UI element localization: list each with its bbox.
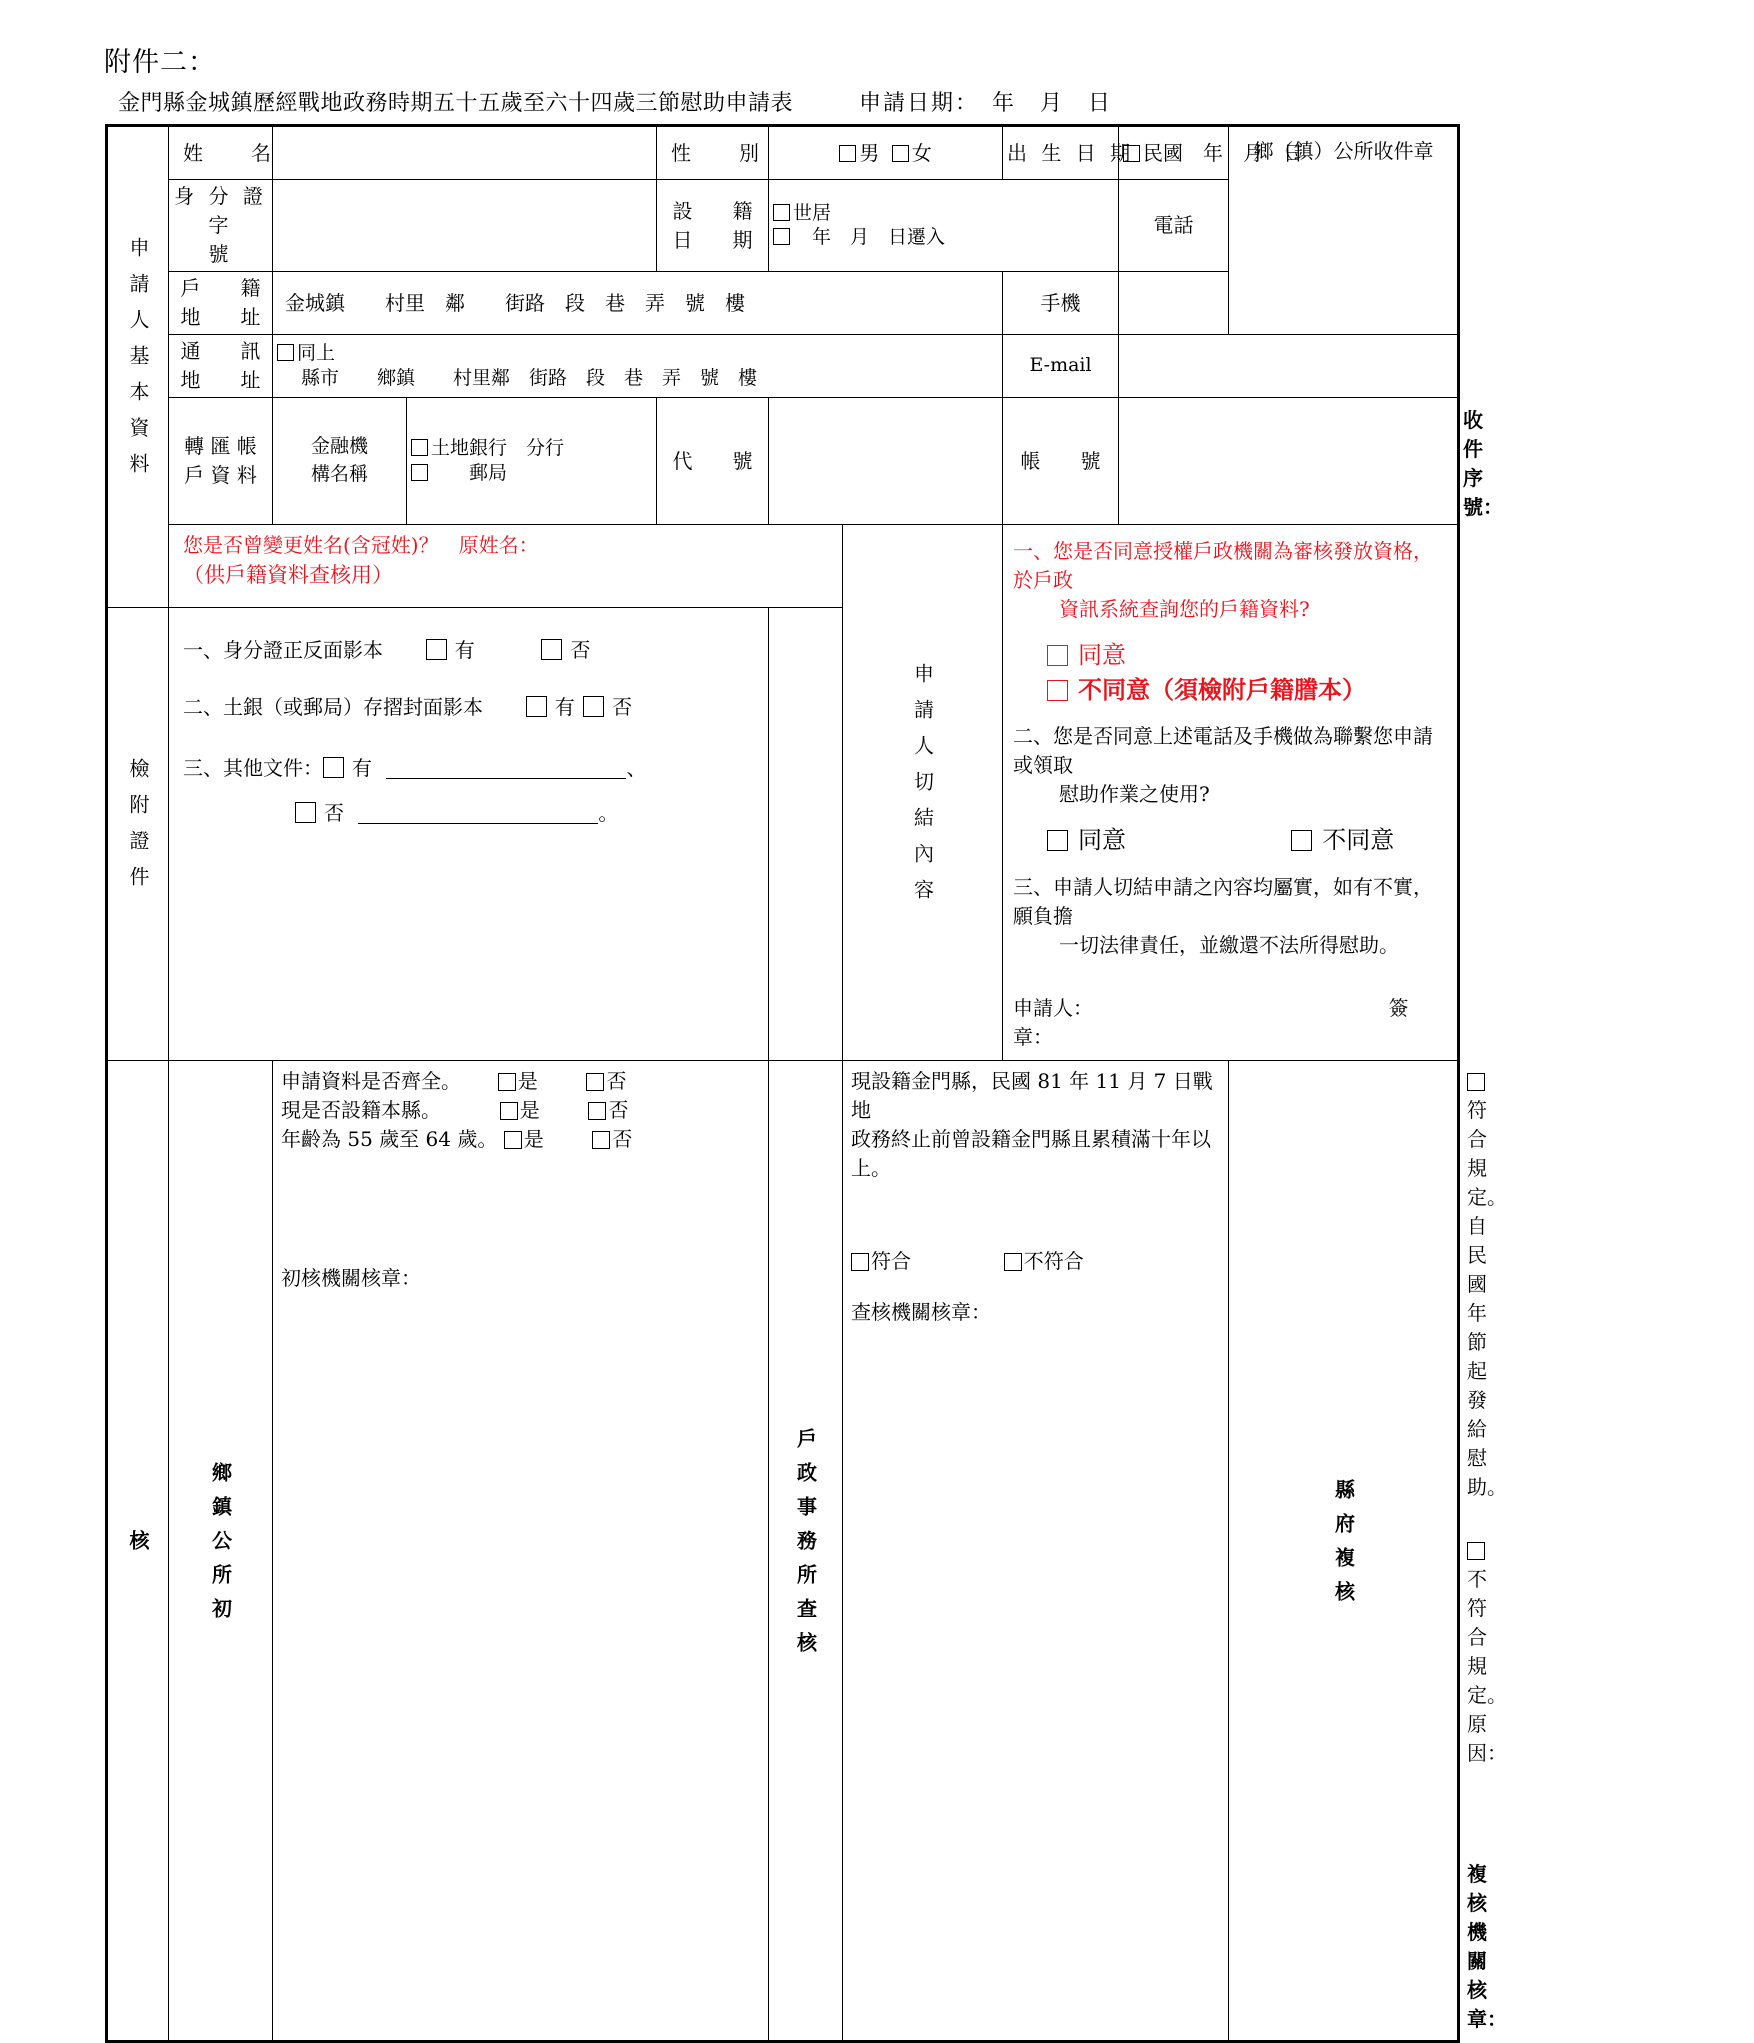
household-date-option-moved[interactable] <box>773 226 1114 250</box>
household-date-option-native-label: 世居 <box>793 201 832 224</box>
household-fail-label: 不符合 <box>1023 1249 1084 1274</box>
gender-option-female-label: 女 <box>911 140 932 165</box>
household-date-options <box>769 180 1119 272</box>
household-pass-option[interactable] <box>851 1249 911 1273</box>
input-mobile[interactable] <box>1119 272 1229 335</box>
label-bank-institution <box>273 398 407 525</box>
label-birth-date: 出 生 日 期 <box>1003 126 1119 180</box>
checkbox-township-2-yes[interactable] <box>500 1102 518 1120</box>
checkbox-attachment-2-yes[interactable] <box>526 696 547 717</box>
attachment-item-1 <box>183 636 768 665</box>
page-title: 金門縣金城鎮歷經戰地政務時期五十五歲至六十四歲三節慰助申請表 <box>118 91 794 116</box>
checkbox-county-fail[interactable] <box>1467 1542 1485 1560</box>
sidebar-label-pledge: 申請人切結內容 <box>843 525 1003 1061</box>
checkbox-pledge-2-disagree[interactable] <box>1291 830 1312 851</box>
name-change-notice <box>169 525 843 608</box>
gender-option-male-label: 男 <box>859 140 880 165</box>
input-attachment-3-yes-detail[interactable] <box>386 750 626 779</box>
label-registered-address <box>169 272 273 335</box>
pledge-applicant-signature-label[interactable]: 申請人： <box>1013 996 1094 1021</box>
checkbox-household-native[interactable] <box>773 204 790 221</box>
township-1-yes-label: 是 <box>517 1069 538 1094</box>
sidebar-label-applicant-basic: 申請人基本資料 <box>107 126 169 608</box>
checkbox-gender-male[interactable] <box>839 145 856 162</box>
household-office-text-line1: 現設籍金門縣，民國 81 年 11 月 7 日戰地 <box>851 1069 1213 1123</box>
household-office-stamp-label[interactable]: 查核機關核章： <box>851 1300 991 1325</box>
apply-date-label: 申請日期： 年 月 日 <box>859 91 1113 116</box>
label-name: 姓 名 <box>169 126 273 180</box>
checkbox-attachment-1-no[interactable] <box>541 639 562 660</box>
bank-option-land-bank-label: 土地銀行 分行 <box>431 437 565 460</box>
attachment-3-yes-option[interactable] <box>323 756 372 780</box>
pledge-seal-label[interactable]: 簽章： <box>1013 996 1409 1050</box>
township-1-no-label: 否 <box>606 1069 627 1094</box>
gender-option-male-group[interactable] <box>839 141 879 165</box>
label-bank-institution-line2: 構名稱 <box>310 463 368 485</box>
gender-options <box>769 126 1003 180</box>
mailing-address-sameas-option[interactable] <box>277 341 998 366</box>
input-id-number[interactable] <box>273 180 657 272</box>
pledge-item-1-line1: 一、您是否同意授權戶政機關為審核發放資格，於戶政 <box>1013 539 1434 592</box>
checkbox-household-fail[interactable] <box>1004 1253 1022 1271</box>
label-phone: 電話 <box>1119 180 1229 272</box>
input-mailing-address[interactable] <box>273 335 1003 398</box>
attachment-2-yes-option[interactable] <box>526 695 575 719</box>
attachment-1-yes-option[interactable] <box>426 638 475 662</box>
township-review-row-1 <box>281 1067 762 1096</box>
township-review-row-2-label: 現是否設籍本縣。 <box>281 1098 441 1123</box>
checkbox-bank-post-office[interactable] <box>411 464 428 481</box>
checkbox-pledge-1-disagree[interactable] <box>1047 680 1068 701</box>
township-review-row-1-label: 申請資料是否齊全。 <box>281 1069 461 1094</box>
attachment-item-2-label: 二、土銀（或郵局）存摺封面影本 <box>183 695 483 719</box>
sidebar-label-household-office: 戶政事務所查核 <box>769 1061 843 2042</box>
township-1-yes-option[interactable] <box>498 1069 538 1093</box>
household-office-options <box>851 1247 1222 1276</box>
county-pass-label: 符合規定。 <box>1467 1098 1508 1210</box>
township-3-yes-option[interactable] <box>504 1127 544 1151</box>
attachment-item-2 <box>183 693 768 722</box>
checkbox-township-3-no[interactable] <box>592 1131 610 1149</box>
bank-option-post-office-label: 郵局 <box>431 462 508 484</box>
pledge-2-disagree-label: 不同意 <box>1322 825 1395 854</box>
checkbox-bank-land-bank[interactable] <box>411 439 428 456</box>
label-bank-code: 代 號 <box>657 398 769 525</box>
household-date-option-native[interactable] <box>773 202 1114 226</box>
township-2-no-option[interactable] <box>588 1098 628 1122</box>
table-row-name <box>107 126 1459 180</box>
pledge-1-disagree-label: 不同意（須檢附戶籍謄本） <box>1078 674 1367 704</box>
application-form-table <box>105 124 1508 2043</box>
name-change-notice-line2: （供戶籍資料查核用） <box>183 563 393 587</box>
mailing-address-value: 縣市 鄉鎮 村里鄰 街路 段 巷 弄 號 樓 <box>301 367 758 389</box>
label-id-number <box>169 180 281 272</box>
checkbox-household-pass[interactable] <box>851 1253 869 1271</box>
attachment-1-yes-label: 有 <box>454 638 475 662</box>
table-row-name-change-and-pledge <box>107 525 1459 608</box>
label-gender: 性 別 <box>657 126 769 180</box>
township-review-row-3 <box>281 1125 762 1154</box>
title-row <box>118 86 1458 117</box>
pledge-item-1 <box>1013 537 1447 708</box>
sidebar-label-attachments: 檢附證件 <box>107 608 169 1061</box>
birth-date-value: 民國 年 月 日 <box>1143 140 1304 165</box>
pledge-item-2-line2: 慰助作業之使用? <box>1059 781 1210 806</box>
township-1-no-option[interactable] <box>586 1069 626 1093</box>
attachment-1-no-option[interactable] <box>541 638 590 662</box>
input-registered-address[interactable]: 金城鎮 村里 鄰 街路 段 巷 弄 號 樓 <box>273 272 1003 335</box>
checkbox-household-moved[interactable] <box>773 228 790 245</box>
label-household-date-line2: 日 期 <box>672 227 753 252</box>
label-bank-institution-line1: 金融機 <box>310 435 368 458</box>
checkbox-attachment-1-yes[interactable] <box>426 639 447 660</box>
township-stamp-label[interactable]: 初核機關核章： <box>281 1266 421 1291</box>
attachment-1-no-label: 否 <box>570 638 591 662</box>
township-review-row-3-label: 年齡為 55 歲至 64 歲。 <box>281 1127 498 1152</box>
pledge-item-1-line2: 資訊系統查詢您的戶籍資料? <box>1059 597 1310 621</box>
name-change-notice-line1: 您是否曾變更姓名(含冠姓)？ 原姓名： <box>183 533 539 557</box>
pledge-2-agree-label: 同意 <box>1078 825 1127 854</box>
pledge-item-1-options <box>1047 638 1447 708</box>
household-office-review-cell <box>843 1061 1229 2042</box>
gender-option-female-group[interactable] <box>892 141 932 165</box>
office-receipt-stamp-label: 鄉（鎮）公所收件章 <box>1253 139 1434 163</box>
checkbox-attachment-3-no[interactable] <box>295 802 316 823</box>
household-date-option-moved-label: 年 月 日遷入 <box>793 225 946 248</box>
bank-option-land-bank[interactable] <box>411 436 652 461</box>
pledge-item-2-options <box>1047 823 1447 858</box>
office-receipt-stamp-box <box>1229 126 1459 335</box>
label-registered-address-line2: 地 址 <box>180 305 261 329</box>
attachment-item-1-label: 一、身分證正反面影本 <box>183 638 383 662</box>
label-bank-account-line1: 轉 匯 帳 <box>184 434 257 458</box>
attachment-label: 附件二： <box>104 47 216 78</box>
label-household-date <box>657 180 769 272</box>
township-3-no-option[interactable] <box>592 1127 632 1151</box>
sidebar-label-township-office: 鄉鎮公所初 <box>169 1061 273 2042</box>
label-mobile: 手機 <box>1003 272 1119 335</box>
bank-option-post-office[interactable] <box>411 461 652 486</box>
township-3-yes-label: 是 <box>523 1127 544 1152</box>
checkbox-township-1-yes[interactable] <box>498 1073 516 1091</box>
label-id-number-line2: 字 號 <box>208 213 281 266</box>
township-2-no-label: 否 <box>608 1098 629 1123</box>
table-row-bank <box>107 398 1459 525</box>
township-2-yes-option[interactable] <box>500 1098 540 1122</box>
checkbox-pledge-2-agree[interactable] <box>1047 830 1068 851</box>
attachment-3-no-label: 否 <box>324 801 344 825</box>
household-pass-label: 符合 <box>871 1249 911 1274</box>
attachment-2-no-option[interactable] <box>583 695 632 719</box>
checkbox-township-2-no[interactable] <box>588 1102 606 1120</box>
checkbox-pledge-1-agree[interactable] <box>1047 645 1068 666</box>
label-id-number-line1: 身 分 證 <box>174 184 267 208</box>
input-bank-account-number[interactable] <box>1119 398 1459 525</box>
household-fail-option[interactable] <box>1004 1249 1084 1273</box>
attachment-3-yes-label: 有 <box>352 756 372 780</box>
township-2-yes-label: 是 <box>519 1098 540 1123</box>
pledge-item-3-line1: 三、申請人切結申請之內容均屬實，如有不實，願負擔 <box>1013 875 1434 929</box>
township-3-no-label: 否 <box>612 1127 633 1152</box>
attachment-item-3 <box>183 750 768 828</box>
checkbox-attachment-3-yes[interactable] <box>323 757 344 778</box>
attachment-3-yes-trailing: 、 <box>626 756 647 780</box>
label-mailing-address-line2: 地 址 <box>180 368 261 392</box>
township-review-row-2 <box>281 1096 762 1125</box>
table-row-mailing-address <box>107 335 1459 398</box>
label-household-date-line1: 設 籍 <box>672 198 753 223</box>
attachment-list <box>169 608 769 1061</box>
label-bank-account-line2: 戶 資 料 <box>184 463 257 487</box>
input-bank-code[interactable] <box>769 398 1003 525</box>
sidebar-label-review-check: 核 <box>107 1061 169 2042</box>
township-review-cell <box>273 1061 769 2042</box>
input-birth-date[interactable] <box>1119 126 1304 180</box>
pledge-item-3-line2: 一切法律責任，並繳還不法所得慰助。 <box>1059 933 1400 958</box>
checkbox-gender-female[interactable] <box>892 145 909 162</box>
checkbox-attachment-2-no[interactable] <box>583 696 604 717</box>
receipt-serial-label: 收件序號： <box>1463 408 1504 519</box>
attachment-item-3-label: 三、其他文件： <box>183 756 323 780</box>
attachment-item-3-no-row <box>183 795 768 828</box>
pledge-content <box>1003 525 1459 1061</box>
pledge-item-2 <box>1013 722 1447 858</box>
pledge-item-3 <box>1013 873 1447 960</box>
checkbox-county-pass[interactable] <box>1467 1073 1485 1091</box>
pledge-1-agree-option[interactable] <box>1047 641 1126 669</box>
household-office-text-line2: 政務終止前曾設籍金門縣且累積滿十年以 <box>851 1127 1211 1152</box>
household-office-text-line3: 上。 <box>851 1156 891 1181</box>
checkbox-mailing-same-as-registered[interactable] <box>277 344 294 361</box>
label-registered-address-line1: 戶 籍 <box>180 276 261 300</box>
input-attachment-3-no-detail[interactable] <box>358 795 598 824</box>
checkbox-township-3-yes[interactable] <box>504 1131 522 1149</box>
attachment-2-yes-label: 有 <box>554 695 575 719</box>
attachment-3-no-option[interactable] <box>295 801 344 825</box>
checkbox-birth-roc[interactable] <box>1123 145 1140 162</box>
county-fail-label: 不符合規定。原因： <box>1467 1567 1508 1766</box>
pledge-2-disagree-option[interactable] <box>1291 826 1394 854</box>
sidebar-label-county-review: 縣府複核 <box>1229 1061 1459 2042</box>
pledge-item-2-line1: 二、您是否同意上述電話及手機做為聯繫您申請或領取 <box>1013 723 1434 777</box>
table-row-review: 核 鄉鎮公所初 申請資料是否齊全。 是 否 現是否設籍本縣。 是 否 年齡為 55 歲至 64 歲。 是 否 初核機關核章： 戶政事務所查核 現設籍金門縣，民國 81 年 11 月 7 日戰地 政務終止前曾設籍金門縣且累積滿十年以 上。 符合 不符合 查核機關核章： 縣府複核 符合規定。 自民國 年 節起發給慰助。 不符合規定。原因： 複核機關核章： <box>107 1061 1459 2042</box>
pledge-1-disagree-option[interactable] <box>1047 676 1366 704</box>
input-email[interactable] <box>1119 335 1459 398</box>
pledge-1-agree-label: 同意 <box>1078 641 1127 669</box>
input-name[interactable] <box>273 126 657 180</box>
label-mailing-address-line1: 通 訊 <box>180 339 261 363</box>
label-mailing-address <box>169 335 273 398</box>
mailing-address-sameas-label: 同上 <box>297 342 336 365</box>
checkbox-township-1-no[interactable] <box>586 1073 604 1091</box>
attachment-3-no-trailing: 。 <box>598 801 619 825</box>
pledge-signature-row <box>1013 994 1447 1052</box>
bank-institution-options <box>407 398 657 525</box>
label-email: E-mail <box>1003 335 1119 398</box>
pledge-2-agree-option[interactable] <box>1047 826 1126 854</box>
attachment-2-no-label: 否 <box>612 695 633 719</box>
label-bank-account-number: 帳 號 <box>1003 398 1119 525</box>
label-bank-account <box>169 398 273 525</box>
